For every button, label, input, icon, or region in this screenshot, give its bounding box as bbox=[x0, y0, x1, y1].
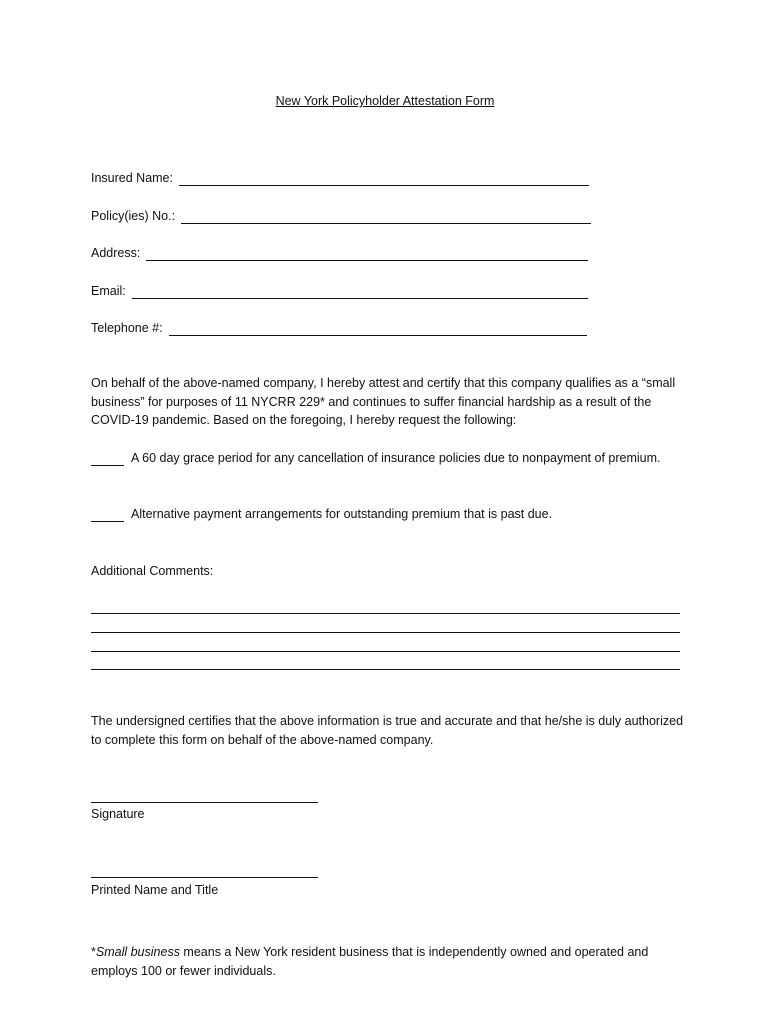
footnote-asterisk: * bbox=[91, 945, 96, 959]
address-field[interactable] bbox=[91, 243, 588, 261]
telephone-field[interactable] bbox=[91, 318, 587, 336]
certification-paragraph: The undersigned certifies that the above information is true and accurate and that he/she is duly authorized to complete this form on behalf of the above-named company. bbox=[91, 714, 684, 747]
comment-line[interactable] bbox=[91, 651, 680, 652]
comment-line[interactable] bbox=[91, 613, 680, 614]
additional-comments-label: Additional Comments: bbox=[91, 564, 214, 578]
form-title: New York Policyholder Attestation Form bbox=[275, 94, 495, 108]
signature-label: Signature bbox=[91, 807, 145, 821]
insured-name-label: Insured Name: bbox=[91, 171, 173, 185]
email-label: Email: bbox=[91, 284, 126, 298]
printed-name-line[interactable] bbox=[91, 877, 318, 878]
address-line[interactable] bbox=[146, 248, 588, 261]
insured-name-field[interactable] bbox=[91, 168, 589, 186]
telephone-line[interactable] bbox=[169, 323, 587, 336]
printed-name-label: Printed Name and Title bbox=[91, 883, 219, 897]
footnote-definition: means a New York resident business that is independently owned and operated and employs 100 or fewer individuals. bbox=[91, 945, 649, 978]
grace-period-blank[interactable] bbox=[91, 453, 124, 466]
policy-number-label: Policy(ies) No.: bbox=[91, 209, 176, 223]
comment-line[interactable] bbox=[91, 632, 680, 633]
payment-arrangement-option[interactable] bbox=[91, 506, 552, 522]
signature-line[interactable] bbox=[91, 802, 318, 803]
email-field[interactable] bbox=[91, 281, 588, 299]
footnote-term: Small business bbox=[95, 945, 180, 959]
comment-line[interactable] bbox=[91, 669, 680, 670]
attestation-paragraph: On behalf of the above-named company, I hereby attest and certify that this company qualifies as a “small business” for purposes of 11 NYCRR 229* and continues to suffer financial hardship as a result of the COVID-19 pandemic. Based on the foregoing, I hereby request the following: bbox=[91, 376, 676, 427]
payment-arrangement-text: Alternative payment arrangements for outstanding premium that is past due. bbox=[131, 507, 553, 521]
grace-period-option[interactable] bbox=[91, 450, 660, 466]
email-line[interactable] bbox=[132, 286, 588, 299]
address-label: Address: bbox=[91, 246, 141, 260]
small-business-footnote bbox=[91, 943, 691, 980]
telephone-label: Telephone #: bbox=[91, 321, 163, 335]
insured-name-line[interactable] bbox=[179, 173, 589, 186]
grace-period-text: A 60 day grace period for any cancellation of insurance policies due to nonpayment of premium. bbox=[131, 451, 661, 465]
payment-arrangement-blank[interactable] bbox=[91, 509, 124, 522]
policy-number-field[interactable] bbox=[91, 206, 591, 224]
policy-number-line[interactable] bbox=[181, 211, 591, 224]
